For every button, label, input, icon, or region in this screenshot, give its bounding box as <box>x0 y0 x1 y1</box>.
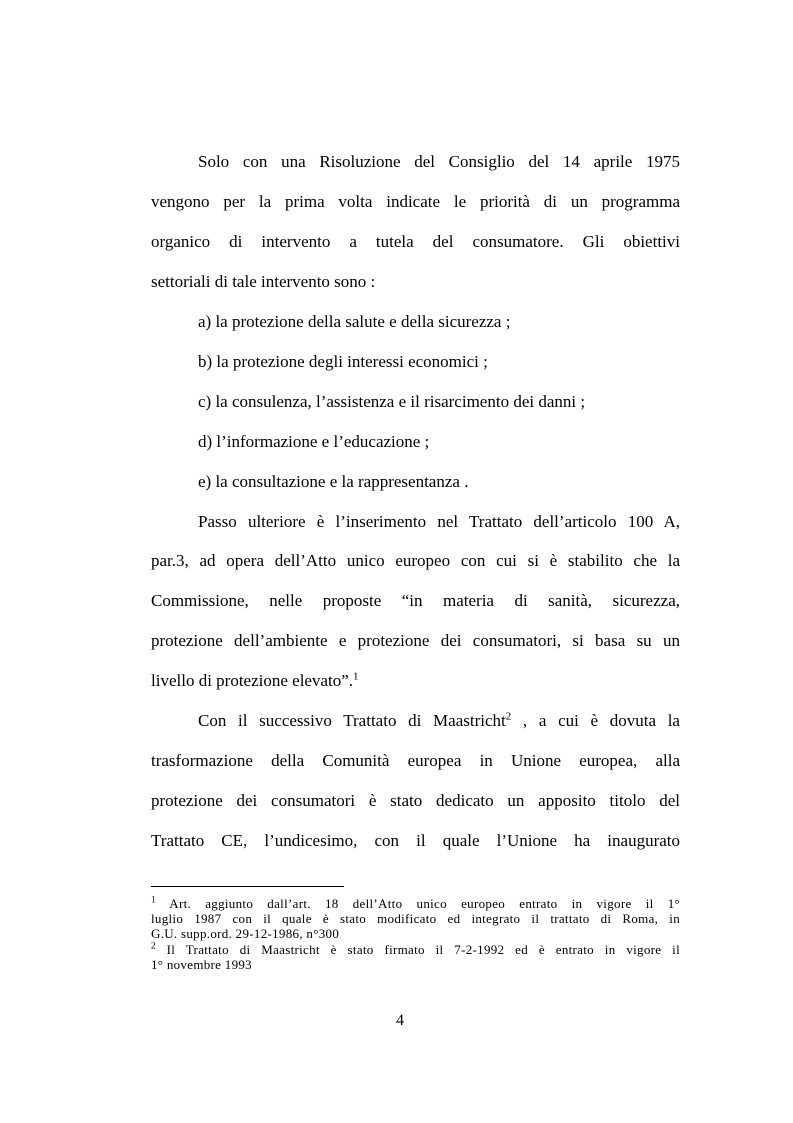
page-number: 4 <box>396 1012 404 1029</box>
paragraph-2-line-4: protezione dell’ambiente e protezione dei consumatori, si basa su un <box>151 631 680 650</box>
paragraph-3-line-4: Trattato CE, l’undicesimo, con il quale l’Unione ha inaugurato <box>151 831 680 850</box>
paragraph-2-line-3: Commissione, nelle proposte “in materia di sanità, sicurezza, <box>151 591 680 610</box>
paragraph-3-line-2: trasformazione della Comunità europea in Unione europea, alla <box>151 751 680 770</box>
footnote-1-line-1 <box>151 896 680 911</box>
footnote-ref-1[interactable]: 1 <box>353 670 359 683</box>
footnote-1-line-1-text: Art. aggiunto dall’art. 18 dell’Atto unico europeo entrato in vigore il 1° <box>155 896 680 911</box>
paragraph-3-line-1-before: Con il successivo Trattato di Maastricht <box>198 711 506 730</box>
footnote-1-line-2: luglio 1987 con il quale è stato modificato ed integrato il trattato di Roma, in <box>151 911 680 926</box>
footnote-2-line-1 <box>151 942 680 957</box>
paragraph-2-line-5 <box>151 671 680 691</box>
list-item-b: b) la protezione degli interessi economici ; <box>198 352 488 371</box>
footnote-2-number: 2 <box>151 940 156 951</box>
paragraph-3-line-1-after: , a cui è dovuta la <box>511 711 680 730</box>
paragraph-2-line-5-text: livello di protezione elevato”. <box>151 671 354 690</box>
paragraph-1-line-1: Solo con una Risoluzione del Consiglio del 14 aprile 1975 <box>198 152 680 171</box>
list-item-e: e) la consultazione e la rappresentanza . <box>198 472 469 491</box>
paragraph-1-line-4: settoriali di tale intervento sono : <box>151 272 376 291</box>
list-item-c: c) la consulenza, l’assistenza e il risarcimento dei danni ; <box>198 392 586 411</box>
paragraph-1-line-2: vengono per la prima volta indicate le priorità di un programma <box>151 192 680 211</box>
paragraph-3-line-1 <box>198 711 680 731</box>
footnote-ref-2[interactable]: 2 <box>505 710 512 723</box>
footnote-2-line-1-text: Il Trattato di Maastricht è stato firmato il 7-2-1992 ed è entrato in vigore il <box>155 942 680 957</box>
footnote-1-line-3: G.U. supp.ord. 29-12-1986, n°300 <box>151 926 340 941</box>
footnote-1-number: 1 <box>151 894 156 905</box>
list-item-d: d) l’informazione e l’educazione ; <box>198 432 430 451</box>
paragraph-2-line-1: Passo ulteriore è l’inserimento nel Trattato dell’articolo 100 A, <box>198 512 680 531</box>
paragraph-1-line-3: organico di intervento a tutela del consumatore. Gli obiettivi <box>151 232 680 251</box>
paragraph-2-line-2: par.3, ad opera dell’Atto unico europeo con cui si è stabilito che la <box>151 551 680 570</box>
paragraph-3-line-3: protezione dei consumatori è stato dedicato un apposito titolo del <box>151 791 680 810</box>
footnote-2-line-2: 1° novembre 1993 <box>151 957 252 972</box>
list-item-a: a) la protezione della salute e della sicurezza ; <box>198 312 511 331</box>
footnote-separator <box>151 886 344 887</box>
